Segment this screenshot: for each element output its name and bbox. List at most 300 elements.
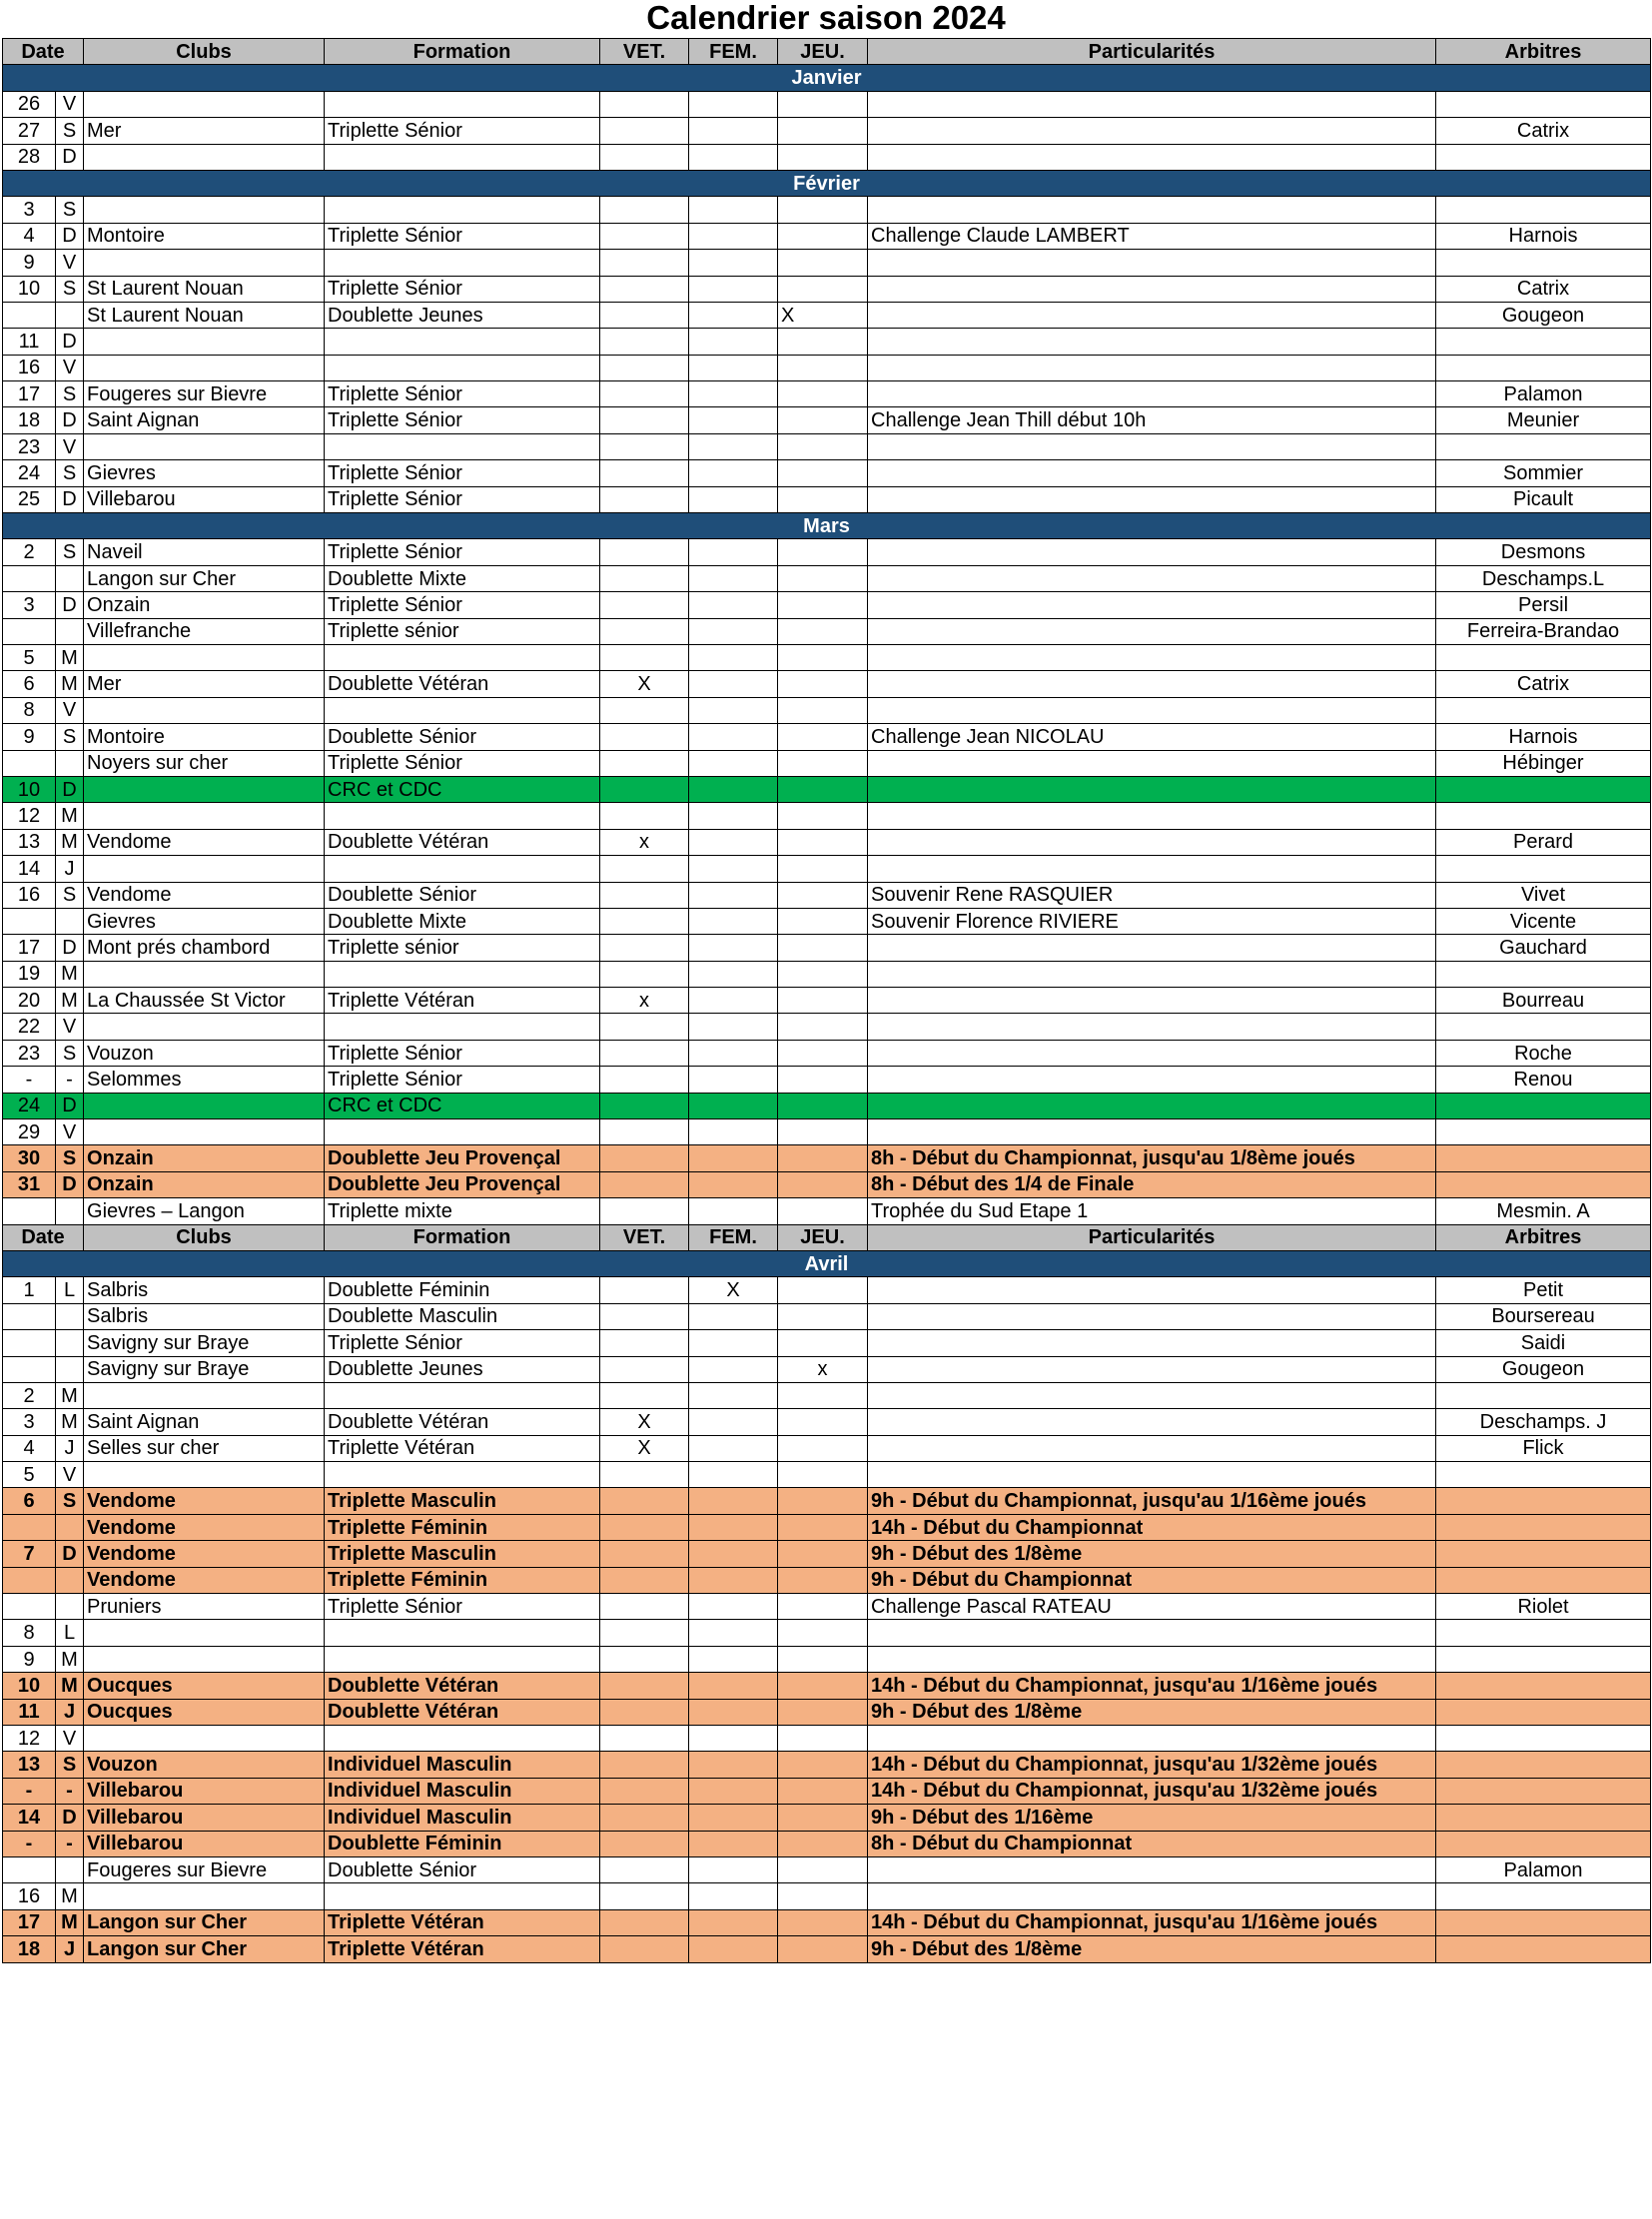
cell-particularites (868, 1303, 1436, 1329)
cell-particularites: 9h - Début des 1/16ème (868, 1805, 1436, 1831)
calendar-body (3, 39, 1651, 1963)
cell-day-number: 17 (3, 1909, 56, 1935)
cell-day-number: 28 (3, 144, 56, 170)
cell-day-letter: - (56, 1778, 84, 1804)
cell-vet (600, 144, 689, 170)
cell-jeu (778, 486, 868, 512)
cell-vet (600, 1883, 689, 1909)
cell-jeu (778, 1119, 868, 1145)
cell-arbitre: Harnois (1436, 724, 1651, 750)
cell-day-number: 10 (3, 276, 56, 302)
cell-day-number (3, 1303, 56, 1329)
cell-vet (600, 1831, 689, 1856)
table-row (3, 1514, 1651, 1540)
table-row (3, 1594, 1651, 1620)
cell-day-letter: V (56, 1014, 84, 1040)
cell-club (84, 644, 325, 670)
table-row (3, 1462, 1651, 1488)
cell-day-letter: M (56, 803, 84, 829)
cell-day-number: 8 (3, 1620, 56, 1646)
cell-day-letter: D (56, 1805, 84, 1831)
cell-arbitre: Mesmin. A (1436, 1198, 1651, 1224)
cell-arbitre: Bourreau (1436, 988, 1651, 1014)
cell-vet (600, 1356, 689, 1382)
table-row (3, 1831, 1651, 1856)
cell-vet (600, 329, 689, 355)
calendar-table (2, 38, 1651, 1963)
cell-club (84, 856, 325, 882)
cell-vet (600, 618, 689, 644)
cell-fem (689, 1726, 778, 1752)
cell-jeu (778, 1067, 868, 1093)
cell-day-letter (56, 565, 84, 591)
cell-formation (325, 1646, 600, 1672)
cell-fem (689, 1303, 778, 1329)
table-row (3, 1119, 1651, 1145)
cell-day-letter: M (56, 1909, 84, 1935)
cell-club: Selles sur cher (84, 1435, 325, 1461)
table-row (3, 276, 1651, 302)
cell-formation: Triplette Sénior (325, 750, 600, 776)
cell-jeu (778, 1646, 868, 1672)
header-jeu: JEU. (778, 39, 868, 65)
cell-club (84, 197, 325, 223)
cell-arbitre (1436, 1119, 1651, 1145)
cell-day-number (3, 1594, 56, 1620)
cell-arbitre (1436, 1541, 1651, 1567)
cell-jeu (778, 1093, 868, 1118)
cell-arbitre (1436, 776, 1651, 802)
cell-particularites: 8h - Début du Championnat (868, 1831, 1436, 1856)
cell-vet (600, 276, 689, 302)
cell-arbitre: Harnois (1436, 223, 1651, 249)
cell-club (84, 1620, 325, 1646)
table-row (3, 671, 1651, 697)
header-jeu: JEU. (778, 1224, 868, 1250)
cell-formation (325, 803, 600, 829)
cell-fem (689, 1488, 778, 1514)
cell-jeu (778, 1541, 868, 1567)
cell-club: Onzain (84, 1145, 325, 1171)
cell-club: Langon sur Cher (84, 1936, 325, 1962)
cell-vet (600, 1014, 689, 1040)
cell-vet (600, 803, 689, 829)
cell-club: Vendome (84, 882, 325, 908)
cell-arbitre (1436, 1673, 1651, 1699)
cell-fem (689, 460, 778, 486)
cell-day-letter (56, 1856, 84, 1882)
cell-formation: CRC et CDC (325, 1093, 600, 1118)
cell-arbitre (1436, 803, 1651, 829)
cell-day-letter (56, 1567, 84, 1593)
cell-formation: Doublette Masculin (325, 1303, 600, 1329)
cell-day-letter: D (56, 1093, 84, 1118)
cell-day-number (3, 908, 56, 934)
cell-club: Langon sur Cher (84, 1909, 325, 1935)
cell-day-number: 6 (3, 671, 56, 697)
cell-arbitre (1436, 1014, 1651, 1040)
cell-jeu (778, 1409, 868, 1435)
cell-fem (689, 276, 778, 302)
cell-club (84, 1014, 325, 1040)
cell-fem (689, 1673, 778, 1699)
cell-day-number (3, 1356, 56, 1382)
cell-day-letter: V (56, 355, 84, 380)
cell-vet (600, 486, 689, 512)
cell-fem (689, 91, 778, 117)
cell-particularites: 14h - Début du Championnat, jusqu'au 1/16ème joués (868, 1673, 1436, 1699)
cell-fem (689, 250, 778, 276)
cell-club: Villefranche (84, 618, 325, 644)
cell-particularites: Challenge Pascal RATEAU (868, 1594, 1436, 1620)
cell-day-letter: D (56, 407, 84, 433)
cell-day-number (3, 1856, 56, 1882)
cell-jeu (778, 1277, 868, 1303)
table-row (3, 829, 1651, 855)
cell-day-letter: M (56, 1646, 84, 1672)
cell-fem (689, 433, 778, 459)
table-row (3, 1067, 1651, 1093)
cell-vet (600, 1699, 689, 1725)
cell-club: Langon sur Cher (84, 565, 325, 591)
cell-fem (689, 1856, 778, 1882)
cell-club (84, 1646, 325, 1672)
header-particularites: Particularités (868, 39, 1436, 65)
cell-vet (600, 118, 689, 144)
cell-vet (600, 592, 689, 618)
cell-club: Montoire (84, 724, 325, 750)
cell-fem (689, 223, 778, 249)
cell-day-letter: - (56, 1831, 84, 1856)
cell-formation: Doublette Vétéran (325, 671, 600, 697)
cell-day-letter: J (56, 1699, 84, 1725)
cell-formation: Triplette Sénior (325, 223, 600, 249)
cell-club: Gievres (84, 460, 325, 486)
cell-day-number: 30 (3, 1145, 56, 1171)
header-clubs: Clubs (84, 39, 325, 65)
table-row (3, 91, 1651, 117)
cell-day-number: 13 (3, 1752, 56, 1778)
cell-day-number: 4 (3, 223, 56, 249)
cell-club (84, 697, 325, 723)
cell-club: Savigny sur Braye (84, 1330, 325, 1356)
cell-jeu (778, 592, 868, 618)
cell-club: Pruniers (84, 1594, 325, 1620)
cell-day-number: 7 (3, 1541, 56, 1567)
cell-vet (600, 1488, 689, 1514)
cell-particularites (868, 803, 1436, 829)
cell-club (84, 355, 325, 380)
header-clubs: Clubs (84, 1224, 325, 1250)
cell-fem (689, 671, 778, 697)
cell-jeu (778, 1014, 868, 1040)
cell-jeu (778, 1567, 868, 1593)
cell-vet (600, 1382, 689, 1408)
cell-day-number: 12 (3, 803, 56, 829)
cell-particularites (868, 961, 1436, 987)
cell-formation: Triplette Vétéran (325, 1435, 600, 1461)
cell-fem (689, 1778, 778, 1804)
cell-vet: x (600, 829, 689, 855)
cell-arbitre (1436, 1752, 1651, 1778)
cell-fem (689, 486, 778, 512)
cell-formation (325, 329, 600, 355)
cell-formation: Doublette Jeunes (325, 1356, 600, 1382)
cell-formation: Doublette Féminin (325, 1831, 600, 1856)
cell-formation (325, 1620, 600, 1646)
cell-club: Saint Aignan (84, 407, 325, 433)
cell-arbitre: Gougeon (1436, 302, 1651, 328)
cell-club: Vendome (84, 1567, 325, 1593)
cell-day-number: 10 (3, 776, 56, 802)
cell-jeu: X (778, 302, 868, 328)
table-row (3, 908, 1651, 934)
cell-arbitre (1436, 856, 1651, 882)
cell-jeu (778, 1488, 868, 1514)
cell-formation: Triplette Sénior (325, 276, 600, 302)
cell-day-letter: - (56, 1067, 84, 1093)
table-row (3, 1541, 1651, 1567)
cell-day-letter: M (56, 1409, 84, 1435)
cell-day-letter: D (56, 776, 84, 802)
cell-formation: Triplette Sénior (325, 1067, 600, 1093)
cell-fem (689, 1514, 778, 1540)
cell-club: La Chaussée St Victor (84, 988, 325, 1014)
cell-vet (600, 197, 689, 223)
cell-arbitre (1436, 1620, 1651, 1646)
cell-day-number (3, 1198, 56, 1224)
cell-arbitre (1436, 1936, 1651, 1962)
cell-particularites (868, 1409, 1436, 1435)
table-row (3, 618, 1651, 644)
cell-club: Oucques (84, 1673, 325, 1699)
cell-day-letter: L (56, 1277, 84, 1303)
cell-club (84, 1883, 325, 1909)
cell-vet (600, 433, 689, 459)
cell-formation (325, 250, 600, 276)
cell-fem (689, 644, 778, 670)
cell-fem (689, 1171, 778, 1197)
cell-jeu (778, 1303, 868, 1329)
cell-day-letter: S (56, 1145, 84, 1171)
cell-day-number (3, 618, 56, 644)
table-row (3, 803, 1651, 829)
cell-vet (600, 355, 689, 380)
table-row (3, 565, 1651, 591)
header-particularites: Particularités (868, 1224, 1436, 1250)
cell-arbitre (1436, 144, 1651, 170)
cell-jeu: x (778, 1356, 868, 1382)
cell-arbitre (1436, 1778, 1651, 1804)
cell-arbitre (1436, 197, 1651, 223)
cell-day-number: 16 (3, 355, 56, 380)
cell-arbitre (1436, 1699, 1651, 1725)
cell-fem (689, 1646, 778, 1672)
cell-jeu (778, 1198, 868, 1224)
cell-day-number: 10 (3, 1673, 56, 1699)
cell-arbitre: Flick (1436, 1435, 1651, 1461)
cell-day-letter: S (56, 1040, 84, 1066)
cell-day-letter: V (56, 1726, 84, 1752)
cell-jeu (778, 1514, 868, 1540)
table-row (3, 1620, 1651, 1646)
cell-day-letter: D (56, 486, 84, 512)
cell-day-number: 8 (3, 697, 56, 723)
cell-arbitre: Palamon (1436, 1856, 1651, 1882)
cell-fem (689, 908, 778, 934)
cell-formation: Doublette Sénior (325, 1856, 600, 1882)
cell-jeu (778, 539, 868, 565)
cell-club: Vendome (84, 1514, 325, 1540)
cell-club: Mont prés chambord (84, 935, 325, 961)
cell-jeu (778, 1462, 868, 1488)
cell-particularites: 9h - Début des 1/8ème (868, 1541, 1436, 1567)
cell-vet (600, 1909, 689, 1935)
table-row (3, 697, 1651, 723)
cell-particularites (868, 697, 1436, 723)
cell-day-letter: M (56, 1382, 84, 1408)
cell-vet (600, 1594, 689, 1620)
cell-club: Onzain (84, 1171, 325, 1197)
cell-day-number: - (3, 1778, 56, 1804)
cell-vet (600, 908, 689, 934)
cell-arbitre: Roche (1436, 1040, 1651, 1066)
table-row (3, 1277, 1651, 1303)
cell-particularites (868, 486, 1436, 512)
table-row (3, 1330, 1651, 1356)
cell-formation (325, 1119, 600, 1145)
cell-club: Mer (84, 118, 325, 144)
cell-day-letter: D (56, 223, 84, 249)
table-row (3, 539, 1651, 565)
cell-vet (600, 1646, 689, 1672)
cell-day-letter: S (56, 1488, 84, 1514)
cell-formation: Triplette sénior (325, 618, 600, 644)
cell-formation: Triplette Féminin (325, 1514, 600, 1540)
cell-fem (689, 618, 778, 644)
cell-day-number: 23 (3, 1040, 56, 1066)
cell-arbitre (1436, 1171, 1651, 1197)
header-date: Date (3, 39, 84, 65)
cell-day-letter (56, 1330, 84, 1356)
cell-day-number: 25 (3, 486, 56, 512)
cell-day-number: 6 (3, 1488, 56, 1514)
cell-arbitre: Saidi (1436, 1330, 1651, 1356)
cell-day-number: 31 (3, 1171, 56, 1197)
header-fem: FEM. (689, 39, 778, 65)
cell-club: Fougeres sur Bievre (84, 381, 325, 407)
cell-fem (689, 988, 778, 1014)
cell-day-number (3, 1567, 56, 1593)
cell-particularites: 8h - Début des 1/4 de Finale (868, 1171, 1436, 1197)
cell-formation (325, 355, 600, 380)
cell-fem (689, 1699, 778, 1725)
cell-formation: Doublette Jeunes (325, 302, 600, 328)
cell-day-letter: M (56, 644, 84, 670)
cell-arbitre: Boursereau (1436, 1303, 1651, 1329)
cell-particularites: Trophée du Sud Etape 1 (868, 1198, 1436, 1224)
cell-day-letter: D (56, 1171, 84, 1197)
cell-formation (325, 1726, 600, 1752)
cell-day-number (3, 302, 56, 328)
cell-jeu (778, 935, 868, 961)
cell-particularites (868, 1646, 1436, 1672)
cell-arbitre (1436, 250, 1651, 276)
cell-vet (600, 935, 689, 961)
cell-particularites (868, 1620, 1436, 1646)
table-row (3, 1646, 1651, 1672)
cell-club: Onzain (84, 592, 325, 618)
cell-vet (600, 539, 689, 565)
cell-jeu (778, 803, 868, 829)
cell-arbitre: Petit (1436, 1277, 1651, 1303)
cell-particularites (868, 1093, 1436, 1118)
cell-formation (325, 856, 600, 882)
month-name: Janvier (3, 65, 1651, 91)
table-row (3, 988, 1651, 1014)
table-row (3, 1093, 1651, 1118)
cell-arbitre (1436, 1488, 1651, 1514)
cell-vet (600, 882, 689, 908)
cell-vet (600, 776, 689, 802)
cell-fem (689, 1541, 778, 1567)
cell-fem (689, 1119, 778, 1145)
cell-formation: Doublette Jeu Provençal (325, 1145, 600, 1171)
cell-club: Saint Aignan (84, 1409, 325, 1435)
cell-vet (600, 856, 689, 882)
table-row (3, 407, 1651, 433)
cell-formation: Doublette Vétéran (325, 1409, 600, 1435)
cell-arbitre: Gougeon (1436, 1356, 1651, 1382)
table-row (3, 592, 1651, 618)
cell-jeu (778, 1752, 868, 1778)
cell-vet: X (600, 671, 689, 697)
cell-jeu (778, 1805, 868, 1831)
cell-vet (600, 1541, 689, 1567)
table-row (3, 1805, 1651, 1831)
cell-fem (689, 1909, 778, 1935)
cell-jeu (778, 1699, 868, 1725)
table-row (3, 197, 1651, 223)
cell-day-number: 27 (3, 118, 56, 144)
cell-jeu (778, 697, 868, 723)
cell-formation: Triplette Sénior (325, 407, 600, 433)
cell-arbitre (1436, 1093, 1651, 1118)
cell-formation (325, 1462, 600, 1488)
cell-vet (600, 1805, 689, 1831)
cell-jeu (778, 1620, 868, 1646)
cell-particularites (868, 1119, 1436, 1145)
cell-fem (689, 592, 778, 618)
cell-jeu (778, 118, 868, 144)
cell-arbitre: Hébinger (1436, 750, 1651, 776)
cell-day-letter: V (56, 1462, 84, 1488)
table-row (3, 1488, 1651, 1514)
cell-particularites (868, 276, 1436, 302)
cell-day-letter: V (56, 91, 84, 117)
cell-day-number: 11 (3, 1699, 56, 1725)
cell-day-letter: L (56, 1620, 84, 1646)
cell-day-number: 14 (3, 856, 56, 882)
cell-formation (325, 197, 600, 223)
cell-arbitre (1436, 1567, 1651, 1593)
cell-day-number: 17 (3, 381, 56, 407)
cell-day-number: 22 (3, 1014, 56, 1040)
cell-arbitre (1436, 1462, 1651, 1488)
cell-particularites (868, 381, 1436, 407)
cell-jeu (778, 1040, 868, 1066)
cell-vet (600, 1171, 689, 1197)
